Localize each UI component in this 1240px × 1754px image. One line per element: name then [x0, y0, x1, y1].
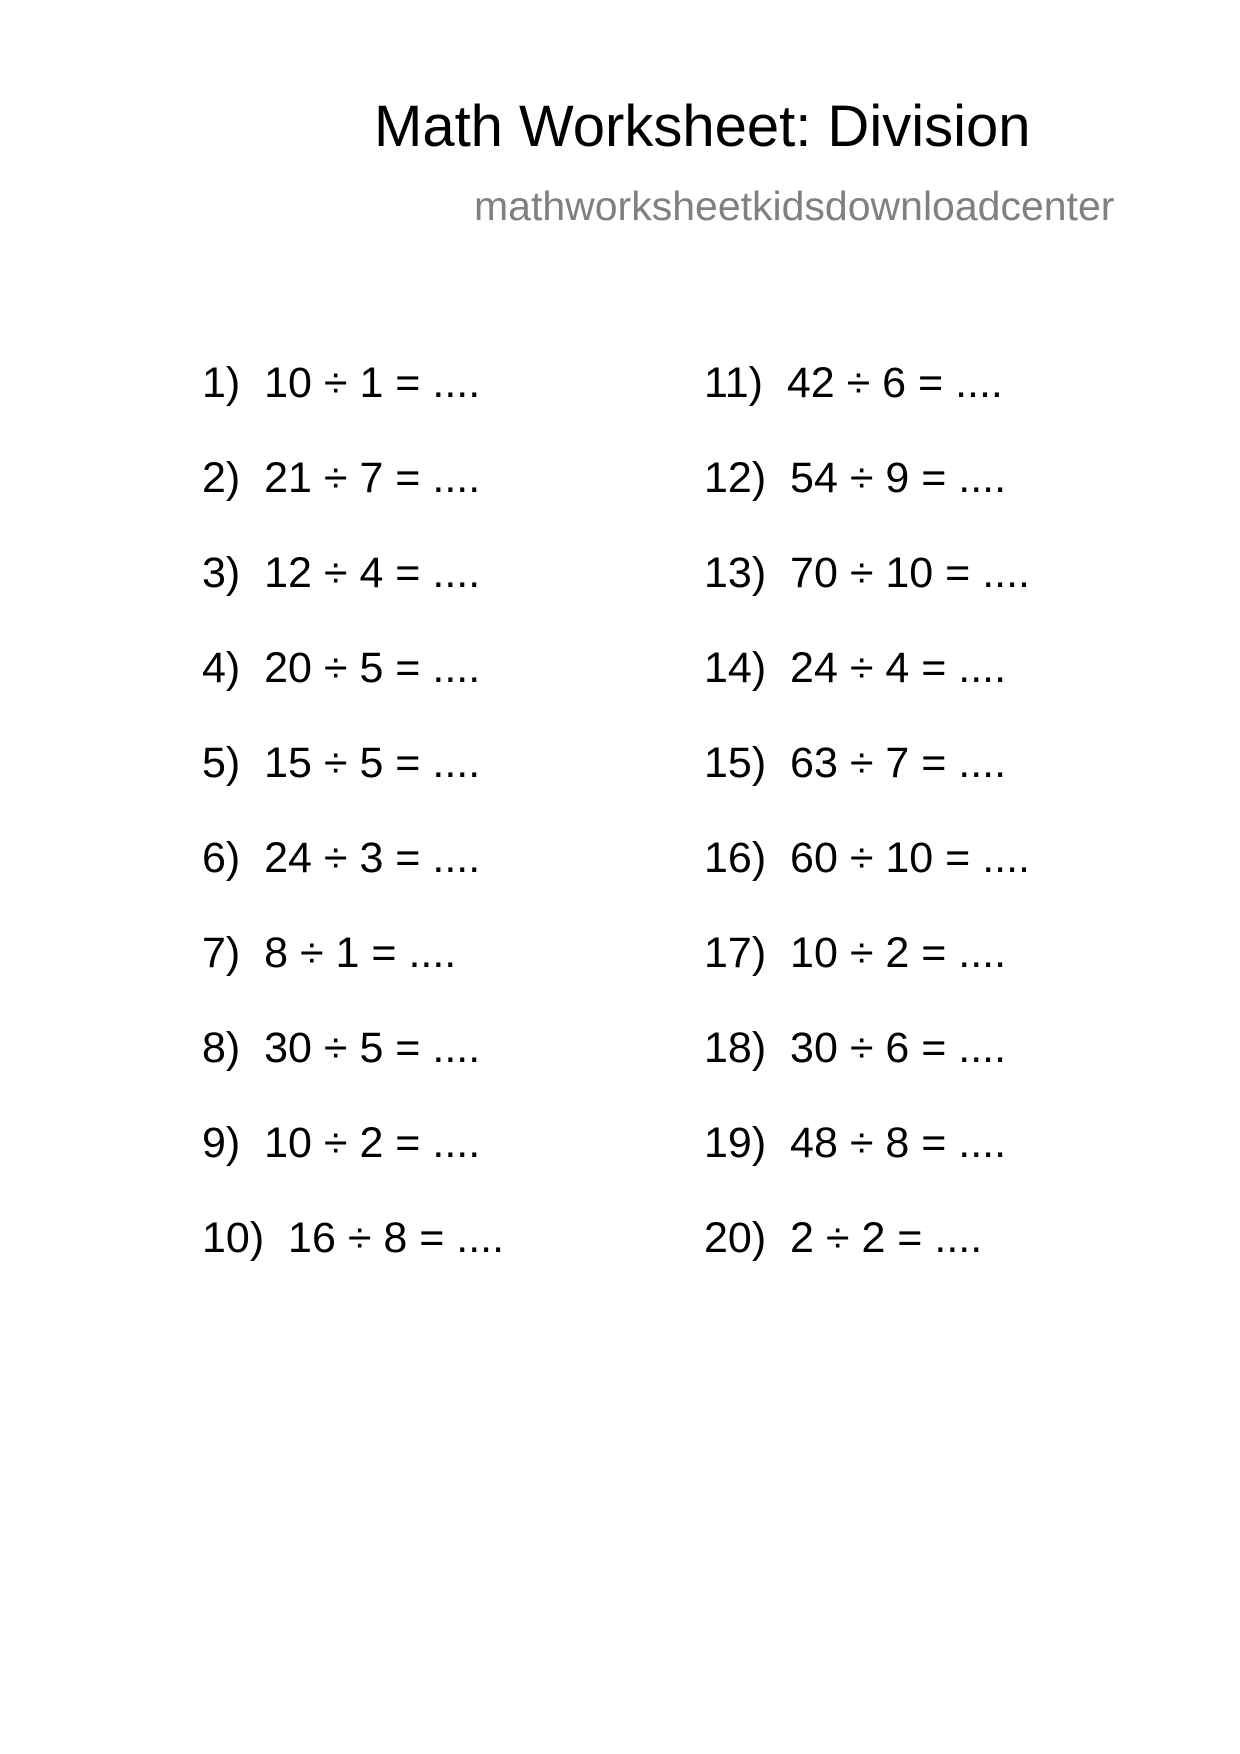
problem-item: 15) 63 ÷ 7 = .... — [704, 739, 1007, 787]
problem-item: 11) 42 ÷ 6 = .... — [704, 359, 1003, 407]
problem-item: 17) 10 ÷ 2 = .... — [704, 929, 1007, 977]
problem-item: 12) 54 ÷ 9 = .... — [704, 454, 1007, 502]
problem-item: 5) 15 ÷ 5 = .... — [202, 739, 481, 787]
problem-item: 14) 24 ÷ 4 = .... — [704, 644, 1007, 692]
problem-item: 1) 10 ÷ 1 = .... — [202, 359, 481, 407]
page-title: Math Worksheet: Division — [374, 94, 1031, 159]
problem-item: 2) 21 ÷ 7 = .... — [202, 454, 481, 502]
problem-item: 13) 70 ÷ 10 = .... — [704, 549, 1030, 597]
problem-item: 16) 60 ÷ 10 = .... — [704, 834, 1030, 882]
problem-item: 6) 24 ÷ 3 = .... — [202, 834, 481, 882]
problem-item: 4) 20 ÷ 5 = .... — [202, 644, 481, 692]
problem-item: 19) 48 ÷ 8 = .... — [704, 1119, 1007, 1167]
problem-item: 9) 10 ÷ 2 = .... — [202, 1119, 481, 1167]
problem-item: 3) 12 ÷ 4 = .... — [202, 549, 481, 597]
problem-item: 10) 16 ÷ 8 = .... — [202, 1214, 505, 1262]
page-subtitle: mathworksheetkidsdownloadcenter — [474, 183, 1115, 229]
problem-item: 18) 30 ÷ 6 = .... — [704, 1024, 1007, 1072]
problem-item: 7) 8 ÷ 1 = .... — [202, 929, 457, 977]
problem-item: 8) 30 ÷ 5 = .... — [202, 1024, 481, 1072]
problem-item: 20) 2 ÷ 2 = .... — [704, 1214, 983, 1262]
